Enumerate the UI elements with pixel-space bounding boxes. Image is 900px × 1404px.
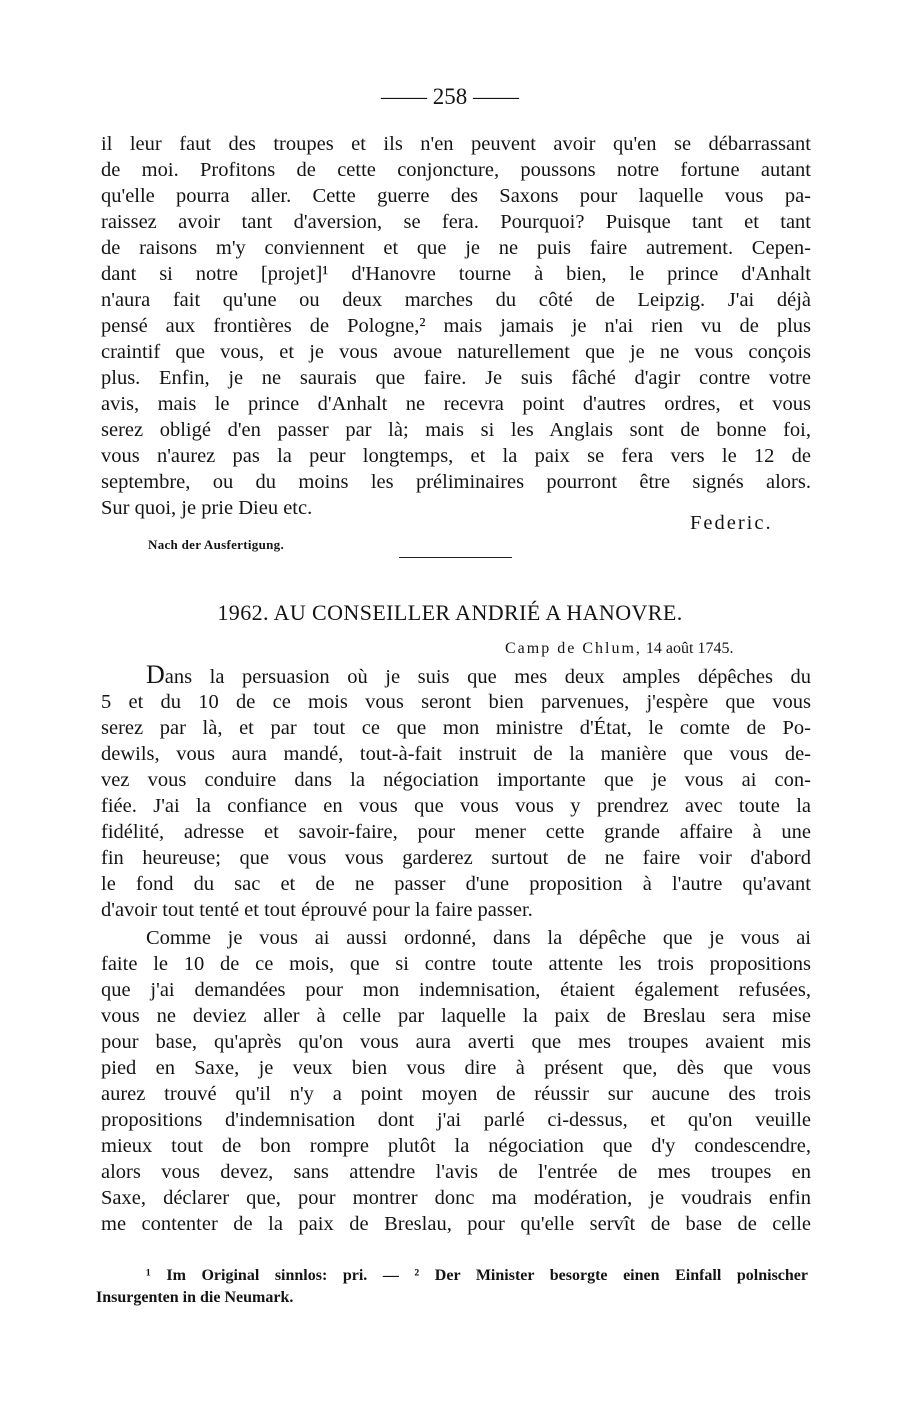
text-line: plus. Enfin, je ne saurais que faire. Je suis fâché d'agir contre votre [101,367,811,389]
text-line: n'aura fait qu'une ou deux marches du côté de Leipzig. J'ai déjà [101,289,811,311]
text-line: 5 et du 10 de ce mois vous seront bien parvenues, j'espère que vous [101,691,811,713]
text-line: alors vous devez, sans attendre l'avis de l'entrée de mes troupes en [101,1161,811,1183]
page-number: —— 258 —— [381,84,519,109]
signature: Federic. [690,512,773,534]
text-line: pensé aux frontières de Pologne,² mais jamais je n'ai rien vu de plus [101,315,811,337]
text-line: de raisons m'y conviennent et que je ne puis faire autrement. Cepen- [101,237,811,259]
text-line-rest: ans la persuasion où je suis que mes deux amples dépêches du [164,666,811,688]
footnote-line: ¹ Im Original sinnlos: pri. — ² Der Minister besorgte einen Einfall polnischer [146,1267,808,1284]
text-line: dant si notre [projet]¹ d'Hanovre tourne à bien, le prince d'Anhalt [101,263,811,285]
text-line: fiée. J'ai la confiance en vous que vous vous y prendrez avec toute la [101,795,811,817]
text-line: dewils, vous aura mandé, tout-à-fait instruit de la manière que vous de- [101,743,811,765]
footnote-line: Insurgenten in die Neumark. [96,1289,294,1306]
text-line: avis, mais le prince d'Anhalt ne recevra point d'autres ordres, et vous [101,393,811,415]
section-divider [399,557,512,558]
text-line: qu'elle pourra aller. Cette guerre des Saxons pour laquelle vous pa- [101,185,811,207]
text-line: craintif que vous, et je vous avoue naturellement que je ne vous conçois [101,341,811,363]
letter-heading: 1962. AU CONSEILLER ANDRIÉ A HANOVRE. [217,600,683,625]
text-line: Sur quoi, je prie Dieu etc. [101,497,313,519]
text-line: Saxe, déclarer que, pour montrer donc ma modération, je voudrais enfin [101,1187,811,1209]
dateline [505,640,733,658]
text-line: aurez trouvé qu'il n'y a point moyen de réussir sur aucune des trois [101,1083,811,1105]
text-line: le fond du sac et de ne passer d'une proposition à l'autre qu'avant [101,873,811,895]
text-line [146,662,811,690]
text-line: de moi. Profitons de cette conjoncture, poussons notre fortune autant [101,159,811,181]
text-line: mieux tout de bon rompre plutôt la négociation que d'y condescendre, [101,1135,811,1157]
text-line: pour base, qu'après qu'on vous aura averti que mes troupes avaient mis [101,1031,811,1053]
text-line: vous ne deviez aller à celle par laquelle la paix de Breslau sera mise [101,1005,811,1027]
text-line: pied en Saxe, je veux bien vous dire à présent que, dès que vous [101,1057,811,1079]
text-line: septembre, ou du moins les préliminaires pourront être signés alors. [101,471,811,493]
text-line: Comme je vous ai aussi ordonné, dans la dépêche que je vous ai [146,927,811,949]
drop-cap: D [146,660,165,689]
dateline-place: Camp de Chlum, [505,640,642,657]
text-line: d'avoir tout tenté et tout éprouvé pour la faire passer. [101,899,533,921]
text-line: vous n'aurez pas la peur longtemps, et la paix se fera vers le 12 de [101,445,811,467]
text-line: faite le 10 de ce mois, que si contre toute attente les trois propositions [101,953,811,975]
text-line: me contenter de la paix de Breslau, pour qu'elle servît de base de celle [101,1213,811,1235]
text-line: raissez avoir tant d'aversion, se fera. Pourquoi? Puisque tant et tant [101,211,811,233]
text-line: vez vous conduire dans la négociation importante que je vous ai con- [101,769,811,791]
text-line: fin heureuse; que vous vous garderez surtout de ne faire voir d'abord [101,847,811,869]
text-line: fidélité, adresse et savoir-faire, pour mener cette grande affaire à une [101,821,811,843]
text-line: propositions d'indemnisation dont j'ai parlé ci-dessus, et qu'on veuille [101,1109,811,1131]
text-line: il leur faut des troupes et ils n'en peuvent avoir qu'en se débarrassant [101,133,811,155]
dateline-date: 14 août 1745. [645,640,734,657]
text-line: que j'ai demandées pour mon indemnisation, étaient également refusées, [101,979,811,1001]
text-line: serez obligé d'en passer par là; mais si les Anglais sont de bonne foi, [101,419,811,441]
text-line: serez par là, et par tout ce que mon ministre d'État, le comte de Po- [101,717,811,739]
source-note: Nach der Ausfertigung. [148,537,285,552]
